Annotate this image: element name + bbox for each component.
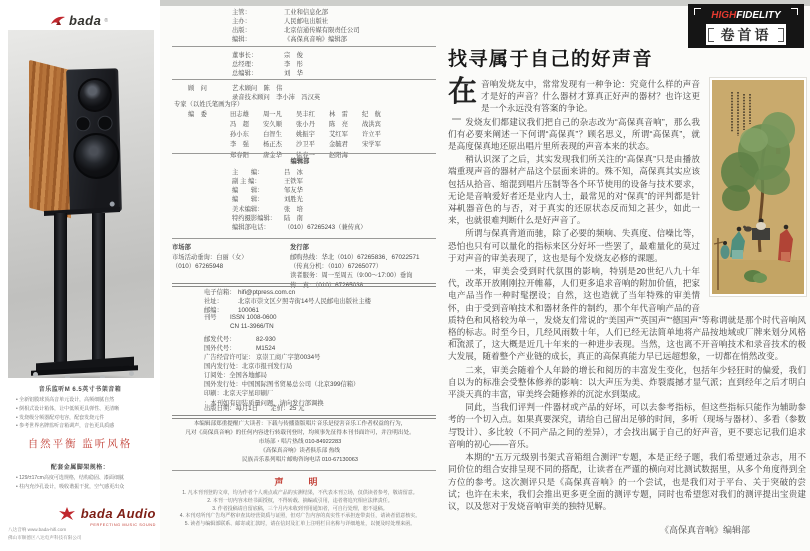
editorial-page: [440, 0, 810, 551]
officer-row: 总经理 ： 李 彤: [232, 60, 303, 69]
dist-line: 邮购热线：华北（010）67265836、67022571: [290, 254, 420, 262]
drop-cap: 在: [448, 76, 478, 108]
staff-row: 副 主 编 ： 王铁军: [232, 177, 367, 186]
statement-item: 4. 本刊对所刊广告均严格审查其经营资质与证照，但对广告内容的真实性不承担连带责任，请读者留意核实。: [179, 513, 421, 520]
article-body: [448, 78, 806, 538]
stand-features: [10, 474, 150, 492]
heavy-divider: [172, 283, 436, 287]
body-paragraph: 本期的“五万元级别书架式音箱组合测评”专题，本是正经子题，我们希望通过杂志，用不同价位的组合安排呈现不同的搭配，让读者在严谨的横向对比测试数据里，从多个角度得到全方位的参考。这次测评只是《高保真音响》的一个尝试，也是我们对于平台、关于突破的尝试；也许在未来，我们会推出更多更全面的测评专题，同时也希望您对我们的测评提出宝贵建议，以及您对于发烧音响审美的独特见解。: [448, 452, 806, 511]
staff-row: 特约摄影编辑 ： 陆 南: [232, 214, 367, 223]
brand-name: bada: [69, 13, 102, 28]
code-row: 广告经营许可证 ： 京崇工商广字第0034号: [204, 353, 320, 362]
divider: [172, 238, 436, 239]
bracket-decoration: [778, 28, 784, 42]
speaker-badge: [110, 201, 115, 206]
divider: [172, 79, 436, 80]
committee-member: 唐金华: [263, 151, 282, 159]
publisher-block: [232, 8, 360, 45]
issn: ISSN 1008-0600: [230, 314, 277, 321]
statement-title: 声 明: [274, 477, 326, 487]
feature-line: • 参考世界名牌监听音箱调声，音色更具质感: [16, 423, 115, 430]
notice-line: 凡对《高保真音响》的任何内容进行转载刊登时，均须事先征得本刊书面许可，并注明出处。: [185, 429, 415, 436]
committee-member: 陈 亮: [329, 121, 348, 129]
committee-member: 张小丹: [296, 121, 315, 129]
bracket-decoration: [791, 8, 798, 15]
code-row: 邮发代号 ： 82-930: [204, 335, 320, 344]
ad-footer: [8, 505, 156, 545]
masthead-page: [160, 0, 440, 551]
distribution-row: ： 本刊如有印装质量问题，请向发行部调换: [204, 399, 324, 407]
staff-row: 主 编 ： 吕 冰: [232, 168, 367, 177]
editorial-staff-block: [232, 168, 367, 232]
speaker-wood-side: [29, 60, 71, 218]
contact-row: 电子信箱 ： hifi@ptpress.com.cn: [204, 288, 371, 297]
distribution-block: [204, 362, 359, 408]
dist-line: 传 真：（010）67265038: [290, 281, 364, 289]
committee-member: 周一凡: [263, 111, 282, 118]
committee-member: 战洪宾: [362, 121, 381, 129]
committee-member: 赵阳海: [329, 151, 348, 159]
statement-item: 1. 凡本刊刊登的文章，均为作者个人观点或产品的实测结果，不代表本刊立场，仅供读者参考，敬请留意。: [182, 490, 418, 496]
spike-foot: [129, 371, 134, 376]
committee-member: 白智生: [263, 131, 282, 139]
committee-member: 许立平: [362, 131, 381, 139]
high-fidelity-masthead: [688, 4, 804, 48]
divider: [172, 46, 436, 47]
product-features: [10, 396, 150, 431]
publication-date: 出版日期：每月1日 定价：25 元: [204, 405, 305, 412]
committee-member: 沙卫平: [296, 141, 315, 149]
stand-pillar: [54, 213, 67, 362]
dist-line: 读者服务：周一至周五（9:00～17:00）垂询: [290, 272, 413, 280]
heavy-divider: [172, 415, 436, 419]
committee-member: 林 雷: [329, 111, 348, 118]
masthead-row: 主管 ： 工业和信息化部: [232, 8, 360, 17]
notice-line: 市场部・唱片热线 010-84922283: [258, 438, 342, 445]
statement-item: 5. 读者与编辑部联系、邮寄或汇款时，请在信封及汇单上注明栏目名称与详细地址，以便及时处理来函。: [184, 521, 416, 527]
contact-row: 邮编 ： 100061: [204, 306, 371, 315]
committee-member: 李 强: [230, 141, 249, 149]
body-paragraph: 发烧友们都建议我们把自己的杂志改为“高保真音响”，那么我们有必要来阐述一下何谓“高保真”？顾名思义，所谓“高保真”，就是高度保真地还原出唱片里所表现的声音本来的状态。: [448, 116, 700, 152]
advisor-row: 艺术顾问 陈 伟: [232, 85, 283, 92]
statement-item: 3. 作者投稿请自留底稿，三个月内未收到刊用通知者，可自行处理，恕不退稿。: [212, 505, 388, 512]
notice-line: 民族音乐系列唱片邮购咨询电话 010-67130063: [242, 456, 358, 463]
contact-block: [204, 288, 371, 315]
officers-block: [232, 51, 303, 78]
market-header: 市场部: [172, 244, 191, 251]
section-badge: 卷首语: [706, 24, 786, 45]
advisor-row: 录音技术顾问 李小沛 冯汉英: [232, 94, 321, 102]
article-title: 找寻属于自己的好声音: [448, 49, 654, 70]
dist-line: （传真分机：（010）67265077）: [290, 263, 383, 271]
stand-spec-block: [10, 462, 150, 492]
codes-block: [204, 335, 320, 362]
stand-title: 配套金属脚架规格：: [50, 465, 110, 471]
issue-number-block: [204, 313, 277, 331]
market-line: 市场活动垂询：白丽（女）: [172, 254, 248, 262]
woofer-driver: [73, 132, 120, 179]
spike-foot: [100, 375, 105, 378]
committee-member: 姚振宇: [296, 131, 315, 139]
feature-line: • 发烧级分频器配对电容，配套发烧元件: [16, 414, 105, 421]
staff-row: 编辑部电话 ： （010）67265243（兼传真）: [232, 223, 367, 232]
divider: [172, 470, 436, 471]
product-title: 音乐监听M 6.5英寸书架音箱: [38, 387, 122, 393]
committee-member: 孙小东: [230, 131, 249, 139]
committee-member: 宋学军: [362, 141, 381, 149]
committee-member: 徐春一: [296, 151, 315, 159]
experts-note: 专家（以姓氏笔画为序）: [174, 101, 244, 108]
stand-feature-line: • 129/±17cm高度可选规格，结构稳固、漆面细腻: [16, 475, 124, 481]
market-line: （010）67265948: [172, 263, 224, 271]
body-paragraph: 二来，审美会随着个人年龄的增长和阅历的丰富发生变化，包括年少轻狂时的偏爱，我们自以为的标准会受整体修养的影响：以大声压为美、炸裂震撼才显气派；直到经年之后才明白平淡天真的丰富，审美终会随修养的沉淀水到渠成。: [448, 364, 806, 400]
dept-header: 编辑部: [290, 158, 310, 165]
divider: [172, 153, 436, 154]
body-paragraph: 一来，审美会受到时代氛围的影响，特别是20世纪八九十年代，改革开放刚刚拉开帷幕，人们更多追求音响的附加价值，把家电产品当作一种时髦摆设；自然，这也造就了当年特殊的审美情怀，由于受到音响技术和器材条件的制约，那个年代音响产品的音质特色和风格较为单一，发烧友们常说的“美国声”“英国声”“德国声”等称谓就是那个时代音响风格的标志。时至今日，几经风雨数十年，人们已经无法简单地将产品按地域或厂牌来划分风格和流派了，这大概是近几十年来的一种进步表现。当然，这也离不开音响技术和录音技术的极大发展，随着整个产业链的成长，真正的高保真能力早已远超想象，一切都在悄然改变。: [448, 266, 806, 362]
committee-member: 杨正杰: [263, 141, 282, 149]
speaker-advertisement: [0, 0, 160, 551]
masthead-row: 出版 ： 北京信通传媒有限责任公司: [232, 26, 360, 35]
masthead-row: 主办 ： 人民邮电出版社: [232, 17, 360, 26]
committee-label: 编 委: [188, 111, 207, 118]
masthead-row: 编辑 ： 《高保真音响》编辑部: [232, 35, 360, 44]
stand-feature-line: • 柱内充沙孔设计，吸收谐振干扰，空气感更出众: [16, 483, 125, 490]
speaker-front-baffle: [66, 68, 122, 212]
staff-row: 美术编辑 ： 张 培: [232, 205, 367, 214]
bada-audio-logo: [58, 505, 156, 527]
code-row: 国外代号 ： M1524: [204, 344, 320, 353]
committee-member: 安久顺: [263, 121, 282, 129]
notice-block: [160, 420, 440, 465]
feature-line: • 全新铝膜球顶高音单元设计，高频细腻自然: [16, 397, 115, 403]
committee-member: 纪 航: [362, 111, 381, 118]
distribution-row: 国外发行处 ： 中国国际图书贸易总公司（北京399信箱）: [204, 381, 360, 389]
committee-member: 冯 超: [230, 121, 249, 129]
midrange-driver: [75, 116, 90, 131]
committee-member: 郑春阳: [230, 151, 249, 159]
body-paragraph: 同此，当我们评判一件器材或产品的好坏，可以去参考指标，但这些指标只能作为辅助参考的一个切入点。如果真要深究，请给自己留出足够的时间，多听（现场与器材）、多看（参数与设计）、多比较（不同产品之间的差异），才会找出属于自己的好声音，更不要忘记我们追求音响的初心——音乐。: [448, 402, 806, 449]
ad-slogan: 自然平衡 监听风格: [27, 439, 133, 450]
signature: 《高保真音响》编辑部: [659, 525, 750, 536]
committee-member: 金毓君: [329, 141, 348, 149]
notice-line: 《高保真音响》读者俱乐部 热线: [260, 447, 340, 454]
statement-item: 2. 本刊一切内容未经书面授权，不得转载、摘编或引用，违者将追究相应法律责任。: [207, 497, 393, 504]
cn-number: CN 11-3966/TN: [230, 323, 274, 331]
ad-copy-block: [10, 384, 150, 451]
bada-bird-icon: [50, 15, 66, 27]
stand-pillar: [92, 213, 105, 362]
high-fidelity-logo: HIGHFIDELITY: [700, 10, 792, 21]
registered-mark: ®: [104, 17, 109, 24]
staff-row: 编 辑 ： 邹友华: [232, 186, 367, 195]
brand-footer-name: bada Audio: [80, 506, 156, 521]
spike-foot: [33, 372, 38, 377]
committee-member: 田志雄: [230, 111, 249, 118]
classical-painting-image: [710, 78, 806, 296]
dist-header: 发行部: [290, 244, 309, 251]
distribution-row: 国内发行处 ： 北京市报刊发行局: [204, 363, 293, 370]
website-line: 八达音响 www.bada-hifi.com: [8, 527, 67, 532]
advisors-label: 顾 问: [188, 85, 207, 92]
spike-foot: [65, 375, 70, 378]
bada-star-icon: [58, 507, 76, 521]
brand-tagline: PERFECTING MUSIC SOUND: [90, 523, 156, 527]
tweeter-driver: [77, 78, 112, 113]
statement-list: [174, 490, 426, 529]
distribution-row: 印刷 ： 北京天宇星印刷厂: [204, 390, 274, 398]
lead-paragraph: 在音响发烧友中，常常发现有一种争论：究竟什么样的声音才是好的声音？什么器材才算真正好声的器材？也许这更是一个永远没有答案的争论。: [448, 76, 700, 114]
contact-row: 社址 ： 北京市崇文区夕照寺街14号人民邮电出版社主楼: [204, 297, 371, 306]
staff-row: 编 辑 ： 刘胜光: [232, 195, 367, 204]
bada-logo: [50, 13, 108, 28]
bass-port: [97, 116, 112, 131]
officer-row: 总编辑 ： 刘 华: [232, 69, 303, 78]
feature-line: • 倒相式设计箱体，让中低频更具弹性、更清晰: [16, 405, 120, 412]
committee-member: 吴丰红: [296, 111, 315, 118]
notice-line: 本编辑部郑重提醒广大读者：下载与传播盗版唱片音乐是侵害音乐工作者权益的行为，: [193, 421, 407, 427]
company-line: 佛山市顺德区八达电声科技有限公司: [8, 535, 82, 540]
issue-label: 刊号: [204, 314, 217, 321]
committee-member: 艾红军: [329, 131, 348, 139]
officer-row: 董事长 ： 宗 俊: [232, 51, 303, 60]
body-paragraph: 稍认识深了之后，其实发现我们所关注的“高保真”只是由播放端重现声音的器材产品这个层面来讲的。殊不知，高保真其实应该包括从拾音、缩混到唱片压制等各个环节使用的设备与技术要求，无论是音响爱好者还是业内人士，最常见的对“保真”的评判都是针对机器音色的与否，对于真实的还原状态反而知之甚少，如此一来，也就很难判断什么是好声音了。: [448, 154, 700, 226]
bracket-decoration: [708, 28, 714, 42]
bracket-decoration: [694, 8, 701, 15]
speaker-photo: [8, 30, 154, 378]
body-paragraph: 所谓与保真背道而驰，除了必要的频响、失真度、信噪比等，恐怕也只有可以量化的指标来区分好坏一些罢了，最难量化的莫过于对声音的审美表现了，这也是每个发烧友必修的课题。: [448, 228, 700, 263]
distribution-row: 订阅处 ： 全国各地邮局: [204, 372, 267, 380]
